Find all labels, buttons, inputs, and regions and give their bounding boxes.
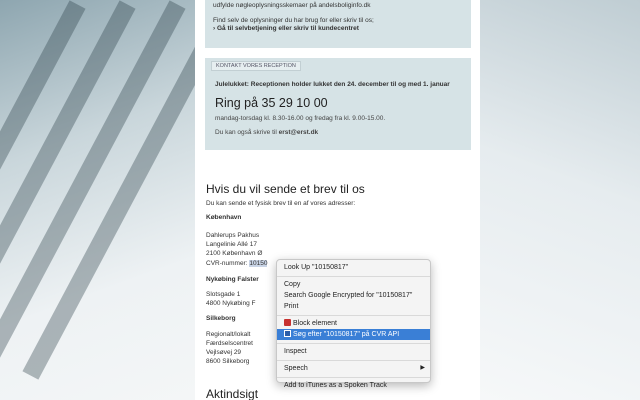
opening-hours: mandag-torsdag kl. 8.30-16.00 og fredag fra kl. 9.00-15.00. <box>215 115 386 122</box>
menu-look-up[interactable]: Look Up "10150817" <box>284 264 349 271</box>
contact-tab: KONTAKT VORES RECEPTION <box>211 61 301 71</box>
submenu-arrow-icon: ▶ <box>420 365 425 371</box>
address-nyk <box>206 275 259 284</box>
context-menu <box>276 259 431 389</box>
kbh-line-1: Dahlerups Pakhus <box>206 232 260 239</box>
menu-separator <box>277 360 430 361</box>
menu-separator <box>277 276 430 277</box>
kbh-line-2: Langelinie Allé 17 <box>206 241 257 248</box>
address-silk <box>206 314 236 323</box>
silk-line-4: 8600 Silkeborg <box>206 358 250 365</box>
silk-line-1: Regionalt/lokalt <box>206 331 251 338</box>
selfservice-line-2: Find selv de oplysninger du har brug for eller skriv til os; <box>213 16 374 24</box>
menu-block-element[interactable]: Block element <box>277 318 430 329</box>
mail-link[interactable]: erst@erst.dk <box>278 129 319 136</box>
kbh-cvr: CVR-nummer: 10150 <box>206 260 268 267</box>
selfservice-box <box>205 0 471 48</box>
menu-inspect[interactable]: Inspect <box>284 348 307 355</box>
cvr-selected-text[interactable]: 10150 <box>249 260 268 267</box>
menu-speech[interactable]: Speech ▶ <box>284 365 425 372</box>
silk-line-2: Færdselscentret <box>206 340 253 347</box>
kbh-line-3: 2100 København Ø <box>206 250 263 257</box>
contact-box <box>205 58 471 150</box>
menu-separator <box>277 377 430 378</box>
closure-notice: Julelukket: Receptionen holder lukket den 24. december til og med 1. januar <box>215 81 450 88</box>
cvr-api-icon <box>284 330 291 337</box>
menu-separator <box>277 343 430 344</box>
menu-itunes[interactable]: Add to iTunes as a Spoken Track <box>284 382 387 389</box>
kbh-title: København <box>206 214 242 221</box>
selfservice-line-1: udfylde nøgleoplysningsskemaer på andelsboliginfo.dk <box>213 2 371 9</box>
mail-line: Du kan også skrive til erst@erst.dk <box>215 129 319 136</box>
menu-cvr-search[interactable]: Søg efter "10150817" på CVR API <box>277 329 430 340</box>
adblock-icon <box>284 319 291 326</box>
letter-heading: Hvis du vil sende et brev til os <box>206 182 365 196</box>
menu-search-google[interactable]: Search Google Encrypted for "10150817" <box>284 292 413 299</box>
aktindsigt-heading: Aktindsigt <box>206 387 259 400</box>
nyk-line-2: 4800 Nykøbing F <box>206 300 256 307</box>
letter-intro: Du kan sende et fysisk brev til en af vores adresser: <box>206 200 356 207</box>
phone-number: Ring på 35 29 10 00 <box>215 96 328 110</box>
menu-print[interactable]: Print <box>284 303 299 310</box>
menu-copy[interactable]: Copy <box>284 281 301 288</box>
background-left <box>0 0 195 400</box>
background-right <box>480 0 640 400</box>
menu-separator <box>277 315 430 316</box>
silk-line-3: Vejlsøvej 29 <box>206 349 242 356</box>
selfservice-link[interactable]: › Gå til selvbetjening eller skriv til kundecentret <box>213 25 359 32</box>
nyk-line-1: Slotsgade 1 <box>206 291 241 298</box>
nyk-title: Nykøbing Falster <box>206 276 259 283</box>
silk-title: Silkeborg <box>206 315 236 322</box>
address-kbh <box>206 213 241 222</box>
